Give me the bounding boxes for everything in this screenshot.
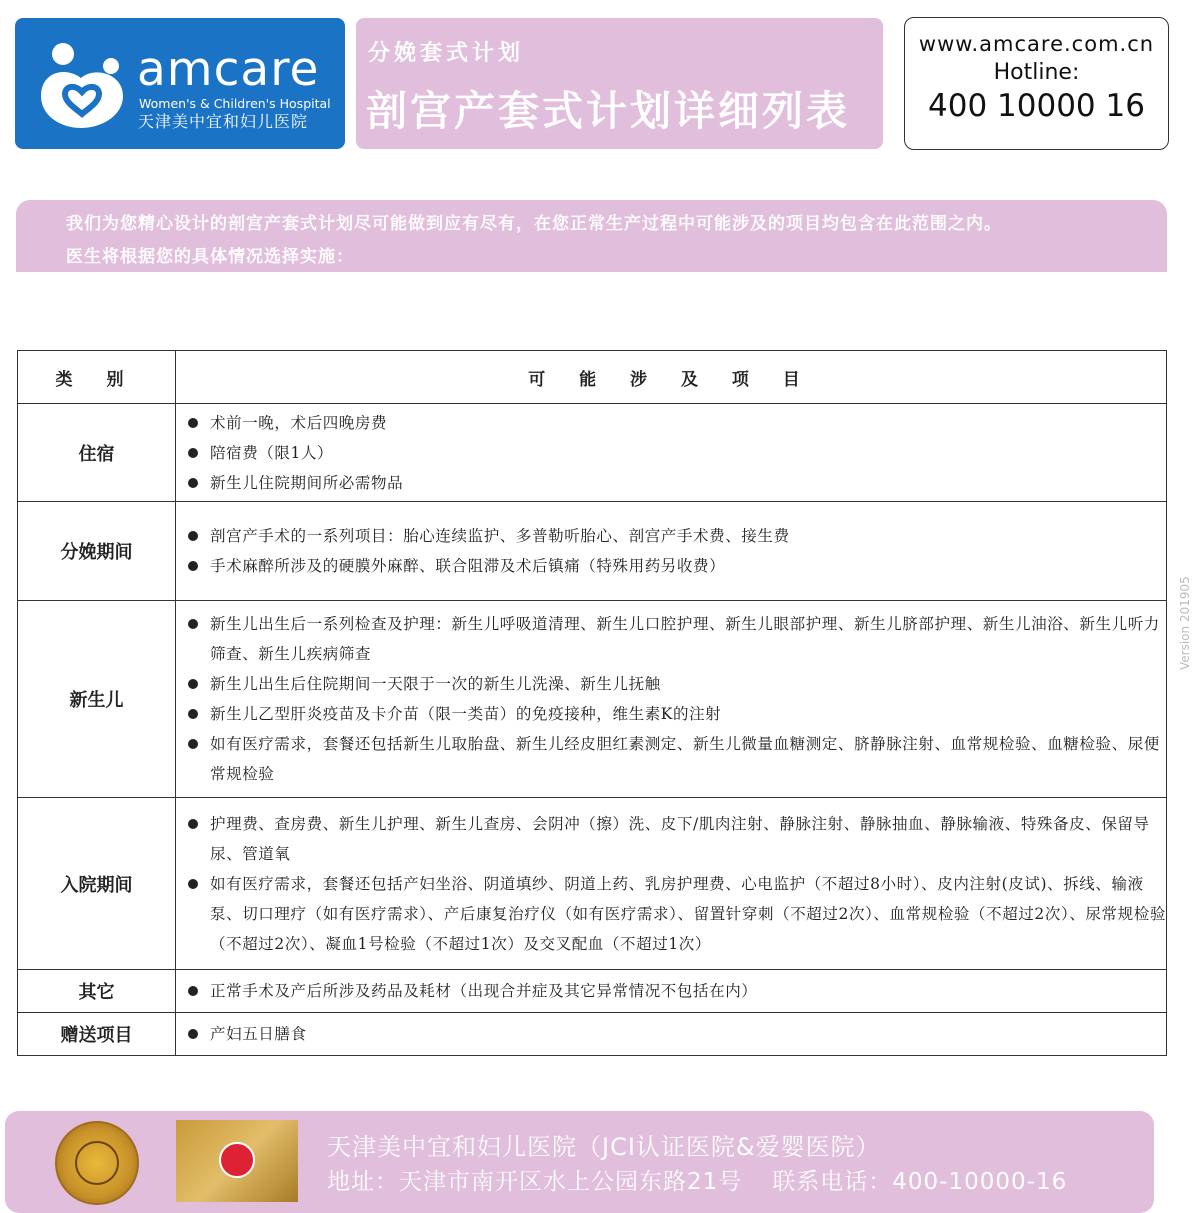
row-category: 分娩期间 bbox=[18, 502, 176, 600]
header-category: 类 别 bbox=[18, 351, 176, 403]
logo-english-name: Women's & Children's Hospital bbox=[139, 96, 331, 111]
list-item: 如有医疗需求，套餐还包括产妇坐浴、阴道填纱、阴道上药、乳房护理费、心电监护（不超过8小时）、皮内注射(皮试)、拆线、输液泵、切口理疗（如有医疗需求）、产后康复治疗仪（如有医疗需求）、留置针穿刺（不超过2次）、血常规检验（不超过2次）、尿常规检验（不超过2次）、凝血1号检验（不超过1次）及交叉配血（不超过1次） bbox=[188, 869, 1166, 959]
bullet-icon bbox=[188, 869, 210, 959]
row-category: 赠送项目 bbox=[18, 1013, 176, 1055]
intro-line-1: 我们为您精心设计的剖宫产套式计划尽可能做到应有尽有，在您正常生产过程中可能涉及的项目均包含在此范围之内。 bbox=[66, 214, 1002, 234]
contact-panel bbox=[904, 17, 1169, 150]
row-category: 其它 bbox=[18, 970, 176, 1012]
table-row bbox=[18, 970, 1166, 1013]
list-item: 术前一晚，术后四晚房费 bbox=[188, 408, 1166, 438]
bullet-icon bbox=[188, 699, 210, 729]
bullet-icon bbox=[188, 408, 210, 438]
bullet-icon bbox=[188, 521, 210, 551]
plan-table bbox=[17, 350, 1167, 1056]
row-items bbox=[176, 404, 1166, 501]
bullet-icon bbox=[188, 609, 210, 669]
title-subtitle: 分娩套式计划 bbox=[368, 41, 525, 66]
list-item: 新生儿出生后住院期间一天限于一次的新生儿洗澡、新生儿抚触 bbox=[188, 669, 1166, 699]
table-row bbox=[18, 1013, 1166, 1055]
table-row bbox=[18, 601, 1166, 798]
bullet-icon bbox=[188, 551, 210, 581]
footer-hospital-name: 天津美中宜和妇儿医院（JCI认证医院&爱婴医院） bbox=[327, 1133, 881, 1161]
logo-chinese-name: 天津美中宜和妇儿医院 bbox=[138, 112, 309, 131]
list-item: 陪宿费（限1人） bbox=[188, 438, 1166, 468]
intro-band bbox=[16, 200, 1167, 272]
bullet-icon bbox=[188, 438, 210, 468]
bullet-icon bbox=[188, 809, 210, 869]
footer-band bbox=[5, 1111, 1154, 1213]
table-row bbox=[18, 404, 1166, 502]
list-item: 护理费、查房费、新生儿护理、新生儿查房、会阴冲（擦）洗、皮下/肌肉注射、静脉注射、静脉抽血、静脉输液、特殊备皮、保留导尿、管道氧 bbox=[188, 809, 1166, 869]
mother-child-heart-icon bbox=[35, 36, 131, 132]
bullet-icon bbox=[188, 976, 210, 1006]
footer-phone: 联系电话：400-10000-16 bbox=[772, 1169, 1068, 1195]
hotline-number: 400 10000 16 bbox=[928, 88, 1145, 124]
table-row bbox=[18, 502, 1166, 601]
intro-line-2: 医生将根据您的具体情况选择实施： bbox=[66, 247, 354, 267]
list-item: 新生儿乙型肝炎疫苗及卡介苗（限一类苗）的免疫接种，维生素K的注射 bbox=[188, 699, 1166, 729]
list-item: 产妇五日膳食 bbox=[188, 1019, 1166, 1049]
row-items bbox=[176, 601, 1166, 797]
row-category: 入院期间 bbox=[18, 798, 176, 969]
baby-friendly-hospital-icon bbox=[176, 1120, 298, 1202]
version-label: Version 201905 bbox=[1178, 576, 1192, 670]
list-item: 如有医疗需求，套餐还包括新生儿取胎盘、新生儿经皮胆红素测定、新生儿微量血糖测定、脐静脉注射、血常规检验、血糖检验、尿便常规检验 bbox=[188, 729, 1166, 789]
logo-name: amcare bbox=[137, 42, 320, 97]
hospital-logo bbox=[15, 18, 345, 149]
row-items bbox=[176, 502, 1166, 600]
table-header-row bbox=[18, 351, 1166, 404]
bullet-icon bbox=[188, 1019, 210, 1049]
page-title: 剖宫产套式计划详细列表 bbox=[366, 87, 850, 135]
bullet-icon bbox=[188, 669, 210, 699]
row-category: 新生儿 bbox=[18, 601, 176, 797]
list-item: 手术麻醉所涉及的硬膜外麻醉、联合阻滞及术后镇痛（特殊用药另收费） bbox=[188, 551, 1166, 581]
list-item: 剖宫产手术的一系列项目：胎心连续监护、多普勒听胎心、剖宫产手术费、接生费 bbox=[188, 521, 1166, 551]
bullet-icon bbox=[188, 468, 210, 498]
row-items bbox=[176, 1013, 1166, 1055]
hotline-label: Hotline: bbox=[993, 60, 1080, 85]
bullet-icon bbox=[188, 729, 210, 789]
title-panel bbox=[356, 18, 883, 149]
row-items bbox=[176, 970, 1166, 1012]
row-category: 住宿 bbox=[18, 404, 176, 501]
footer-contact-line bbox=[327, 1163, 1067, 1196]
table-row bbox=[18, 798, 1166, 970]
footer-address: 地址：天津市南开区水上公园东路21号 bbox=[327, 1169, 743, 1195]
header-items: 可 能 涉 及 项 目 bbox=[528, 369, 814, 390]
website-link[interactable]: www.amcare.com.cn bbox=[918, 32, 1155, 56]
jci-seal-icon bbox=[55, 1121, 139, 1205]
list-item: 新生儿住院期间所必需物品 bbox=[188, 468, 1166, 498]
list-item: 新生儿出生后一系列检查及护理：新生儿呼吸道清理、新生儿口腔护理、新生儿眼部护理、新生儿脐部护理、新生儿油浴、新生儿听力筛查、新生儿疾病筛查 bbox=[188, 609, 1166, 669]
row-items bbox=[176, 798, 1166, 969]
list-item: 正常手术及产后所涉及药品及耗材（出现合并症及其它异常情况不包括在内） bbox=[188, 976, 1166, 1006]
